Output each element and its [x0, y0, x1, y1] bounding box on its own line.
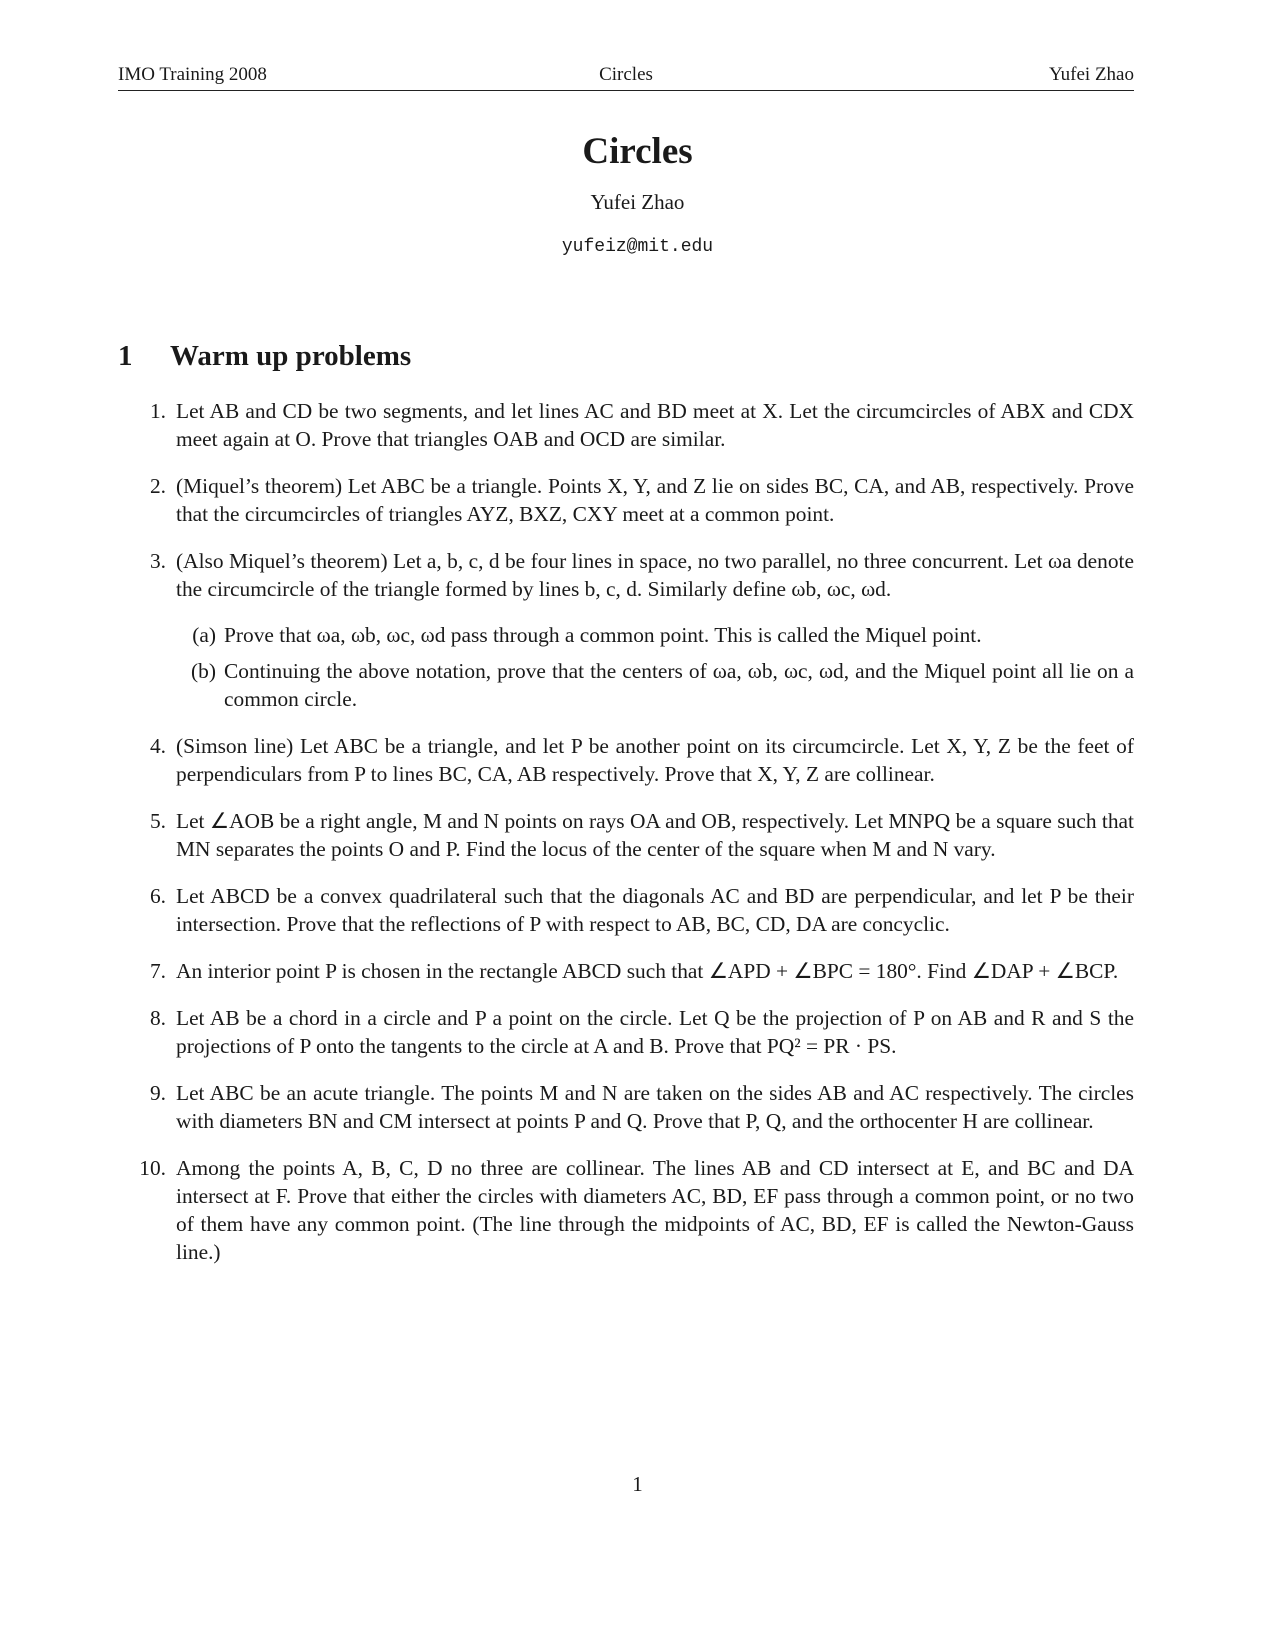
problem-item — [118, 472, 1134, 528]
problem-text: Let ABC be an acute triangle. The points M and N are taken on the sides AB and AC respectively. The circles with diameters BN and CM intersect at points P and Q. Prove that P, Q, and the orthocenter H are collinear. — [176, 1081, 1134, 1133]
problem-number: 4. — [149, 734, 166, 758]
problem-number: 7. — [149, 959, 166, 983]
problem-text: An interior point P is chosen in the rectangle ABCD such that ∠APD + ∠BPC = 180°. Find ∠DAP + ∠BCP. — [176, 959, 1119, 983]
problem-list — [118, 397, 1134, 1285]
subproblem-label: (a) — [192, 623, 216, 647]
problem-item — [118, 397, 1134, 453]
running-head — [118, 62, 1134, 91]
running-head-center: Circles — [599, 64, 653, 85]
problem-item — [118, 1154, 1134, 1266]
problem-text: Let ∠AOB be a right angle, M and N points on rays OA and OB, respectively. Let MNPQ be a square such that MN separates the points O and P. Find the locus of the center of the square when M and N vary. — [176, 809, 1134, 861]
author-name: Yufei Zhao — [590, 190, 685, 214]
problem-number: 8. — [149, 1006, 166, 1030]
problem-text: (Simson line) Let ABC be a triangle, and let P be another point on its circumcircle. Let X, Y, Z be the feet of perpendiculars from P to lines BC, CA, AB respectively. Prove that X, Y, Z are collinear. — [176, 734, 1134, 786]
problem-item — [118, 882, 1134, 938]
page-number: 1 — [632, 1472, 643, 1496]
subproblem-item — [176, 621, 1134, 649]
subproblem-label: (b) — [191, 659, 216, 683]
problem-number: 2. — [149, 474, 166, 498]
problem-item — [118, 957, 1134, 985]
problem-item — [118, 807, 1134, 863]
problem-number: 5. — [149, 809, 166, 833]
problem-number: 1. — [149, 399, 166, 423]
subproblem-text: Prove that ωa, ωb, ωc, ωd pass through a common point. This is called the Miquel point. — [224, 623, 982, 647]
problem-item — [118, 1004, 1134, 1060]
running-head-right: Yufei Zhao — [1049, 64, 1134, 85]
problem-text: Let AB be a chord in a circle and P a point on the circle. Let Q be the projection of P on AB and R and S the projections of P onto the tangents to the circle at A and B. Prove that PQ² = PR · PS. — [176, 1006, 1134, 1058]
problem-text: (Also Miquel’s theorem) Let a, b, c, d be four lines in space, no two parallel, no three concurrent. Let ωa denote the circumcircle of the triangle formed by lines b, c, d. Similarly define ωb, ωc, ωd. — [176, 549, 1134, 601]
problem-number: 9. — [149, 1081, 166, 1105]
problem-item — [118, 732, 1134, 788]
author-email: yufeiz@mit.edu — [561, 237, 714, 257]
section-number: 1 — [118, 340, 133, 372]
problem-text: Let AB and CD be two segments, and let lines AC and BD meet at X. Let the circumcircles of ABX and CDX meet again at O. Prove that triangles OAB and OCD are similar. — [176, 399, 1134, 451]
document-title: Circles — [582, 131, 693, 172]
problem-item — [118, 1079, 1134, 1135]
problem-number: 10. — [139, 1156, 166, 1180]
problem-item — [118, 547, 1134, 713]
subproblem-text: Continuing the above notation, prove that the centers of ωa, ωb, ωc, ωd, and the Miquel point all lie on a common circle. — [224, 659, 1134, 711]
problem-number: 3. — [149, 549, 166, 573]
running-head-left: IMO Training 2008 — [118, 64, 267, 85]
problem-number: 6. — [149, 884, 166, 908]
section-title: Warm up problems — [170, 340, 412, 372]
problem-text: (Miquel’s theorem) Let ABC be a triangle. Points X, Y, and Z lie on sides BC, CA, and AB, respectively. Prove that the circumcircles of triangles AYZ, BXZ, CXY meet at a common point. — [176, 474, 1134, 526]
subproblem-item — [176, 657, 1134, 713]
problem-text: Among the points A, B, C, D no three are collinear. The lines AB and CD intersect at E, and BC and DA intersect at F. Prove that either the circles with diameters AC, BD, EF pass through a common point, or no two of them have any common point. (The line through the midpoints of AC, BD, EF is called the Newton-Gauss line.) — [176, 1156, 1134, 1264]
section-heading — [118, 340, 411, 373]
problem-text: Let ABCD be a convex quadrilateral such that the diagonals AC and BD are perpendicular, and let P be their intersection. Prove that the reflections of P with respect to AB, BC, CD, DA are concyclic. — [176, 884, 1134, 936]
